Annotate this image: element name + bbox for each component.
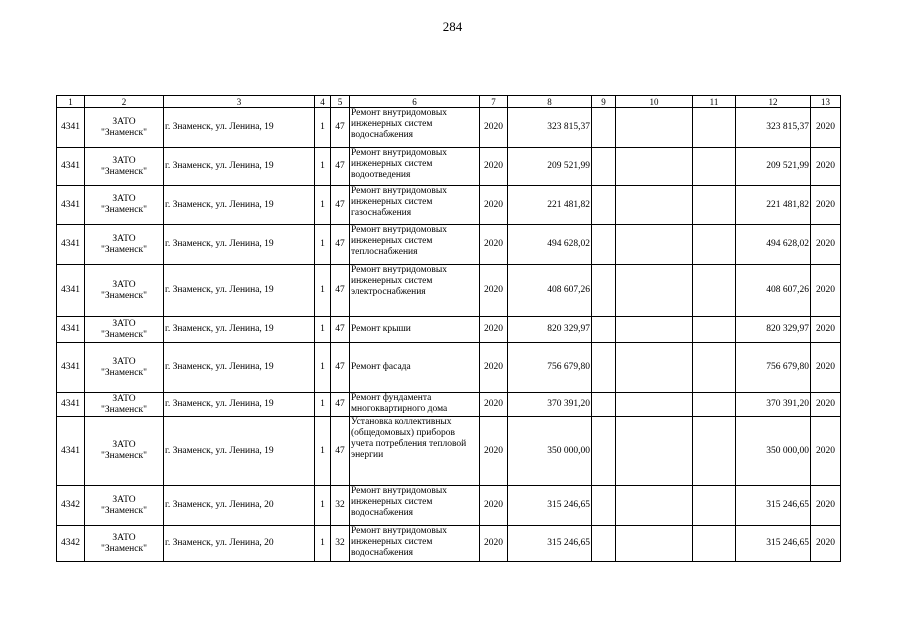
table-row [57, 186, 841, 225]
address-cell: г. Знаменск, ул. Ленина, 19 [164, 225, 315, 265]
column-4-cell: 1 [315, 317, 331, 343]
column-4-cell: 1 [315, 225, 331, 265]
column-11-cell [693, 393, 736, 417]
column-10-cell [616, 486, 693, 526]
table-body [57, 108, 841, 562]
amount-total-cell: 315 246,65 [736, 526, 811, 562]
amount-cell: 370 391,20 [508, 393, 592, 417]
municipality-line-2: "Знаменск" [101, 290, 147, 301]
column-11-cell [693, 343, 736, 393]
row-id-cell: 4341 [57, 343, 85, 393]
amount-total-cell: 209 521,99 [736, 148, 811, 186]
column-9-cell [592, 108, 616, 148]
column-4-cell: 1 [315, 265, 331, 317]
column-10-cell [616, 225, 693, 265]
column-header: 11 [693, 96, 736, 108]
municipality-line-1: ЗАТО [112, 116, 136, 127]
amount-cell: 323 815,37 [508, 108, 592, 148]
column-5-cell: 47 [331, 393, 350, 417]
column-4-cell: 1 [315, 417, 331, 486]
column-9-cell [592, 526, 616, 562]
amount-cell: 408 607,26 [508, 265, 592, 317]
table-row [57, 148, 841, 186]
row-id-cell: 4341 [57, 265, 85, 317]
column-header: 7 [480, 96, 508, 108]
municipality-line-2: "Знаменск" [101, 543, 147, 554]
municipality-line-2: "Знаменск" [101, 166, 147, 177]
work-type-cell: Ремонт внутридомовых инженерных систем водоснабжения [350, 526, 480, 562]
row-id-cell: 4341 [57, 148, 85, 186]
column-header: 1 [57, 96, 85, 108]
column-9-cell [592, 343, 616, 393]
municipality-line-1: ЗАТО [112, 356, 136, 367]
column-4-cell: 1 [315, 148, 331, 186]
amount-total-cell: 315 246,65 [736, 486, 811, 526]
column-10-cell [616, 317, 693, 343]
column-11-cell [693, 148, 736, 186]
work-type-cell: Ремонт внутридомовых инженерных систем водоснабжения [350, 486, 480, 526]
column-9-cell [592, 486, 616, 526]
table-row [57, 225, 841, 265]
column-header: 4 [315, 96, 331, 108]
column-5-cell: 47 [331, 148, 350, 186]
municipality-cell [85, 317, 164, 343]
column-5-cell: 47 [331, 265, 350, 317]
address-cell: г. Знаменск, ул. Ленина, 19 [164, 317, 315, 343]
page-number: 284 [442, 19, 463, 34]
municipality-cell [85, 186, 164, 225]
year-cell: 2020 [480, 417, 508, 486]
amount-cell: 315 246,65 [508, 486, 592, 526]
column-4-cell: 1 [315, 108, 331, 148]
table-row [57, 265, 841, 317]
municipality-line-1: ЗАТО [112, 318, 136, 329]
column-5-cell: 47 [331, 343, 350, 393]
address-cell: г. Знаменск, ул. Ленина, 19 [164, 186, 315, 225]
end-year-cell: 2020 [811, 343, 841, 393]
column-5-cell: 47 [331, 108, 350, 148]
address-cell: г. Знаменск, ул. Ленина, 19 [164, 393, 315, 417]
amount-cell: 820 329,97 [508, 317, 592, 343]
column-10-cell [616, 343, 693, 393]
column-5-cell: 47 [331, 417, 350, 486]
column-header: 8 [508, 96, 592, 108]
column-11-cell [693, 526, 736, 562]
table-row [57, 526, 841, 562]
work-type-cell: Ремонт внутридомовых инженерных систем электроснабжения [350, 265, 480, 317]
column-11-cell [693, 186, 736, 225]
amount-total-cell: 408 607,26 [736, 265, 811, 317]
end-year-cell: 2020 [811, 417, 841, 486]
end-year-cell: 2020 [811, 108, 841, 148]
municipality-line-2: "Знаменск" [101, 404, 147, 415]
municipality-line-1: ЗАТО [112, 194, 136, 204]
column-10-cell [616, 148, 693, 186]
municipality-cell [85, 265, 164, 317]
municipality-line-2: "Знаменск" [101, 329, 147, 340]
address-cell: г. Знаменск, ул. Ленина, 19 [164, 148, 315, 186]
column-10-cell [616, 526, 693, 562]
end-year-cell: 2020 [811, 393, 841, 417]
amount-total-cell: 756 679,80 [736, 343, 811, 393]
municipality-line-2: "Знаменск" [101, 367, 147, 378]
table-row [57, 486, 841, 526]
amount-total-cell: 323 815,37 [736, 108, 811, 148]
work-type-cell: Ремонт внутридомовых инженерных систем теплоснабжения [350, 225, 480, 265]
address-cell: г. Знаменск, ул. Ленина, 20 [164, 526, 315, 562]
municipality-line-2: "Знаменск" [101, 244, 147, 255]
table-row [57, 343, 841, 393]
municipality-cell [85, 486, 164, 526]
municipality-cell [85, 526, 164, 562]
column-5-cell: 47 [331, 317, 350, 343]
municipality-line-2: "Знаменск" [101, 505, 147, 516]
column-9-cell [592, 186, 616, 225]
column-header: 13 [811, 96, 841, 108]
table-row [57, 393, 841, 417]
work-type-cell: Ремонт фундамента многоквартирного дома [350, 393, 480, 417]
row-id-cell: 4342 [57, 486, 85, 526]
column-header: 10 [616, 96, 693, 108]
column-11-cell [693, 225, 736, 265]
end-year-cell: 2020 [811, 186, 841, 225]
municipality-line-1: ЗАТО [112, 494, 136, 505]
column-11-cell [693, 108, 736, 148]
table-row [57, 417, 841, 486]
amount-cell: 221 481,82 [508, 186, 592, 225]
column-10-cell [616, 186, 693, 225]
column-11-cell [693, 265, 736, 317]
municipality-cell [85, 225, 164, 265]
column-header: 2 [85, 96, 164, 108]
work-type-cell: Установка коллективных (общедомовых) приборов учета потребления тепловой энергии [350, 417, 480, 486]
end-year-cell: 2020 [811, 265, 841, 317]
municipality-line-1: ЗАТО [112, 155, 136, 166]
column-10-cell [616, 393, 693, 417]
amount-cell: 350 000,00 [508, 417, 592, 486]
row-id-cell: 4341 [57, 225, 85, 265]
column-9-cell [592, 393, 616, 417]
work-type-cell: Ремонт крыши [350, 317, 480, 343]
municipality-cell [85, 393, 164, 417]
year-cell: 2020 [480, 186, 508, 225]
amount-total-cell: 820 329,97 [736, 317, 811, 343]
address-cell: г. Знаменск, ул. Ленина, 19 [164, 417, 315, 486]
amount-cell: 315 246,65 [508, 526, 592, 562]
municipality-cell [85, 108, 164, 148]
year-cell: 2020 [480, 317, 508, 343]
column-header: 9 [592, 96, 616, 108]
amount-total-cell: 221 481,82 [736, 186, 811, 225]
municipality-cell [85, 148, 164, 186]
amount-total-cell: 370 391,20 [736, 393, 811, 417]
column-10-cell [616, 265, 693, 317]
municipality-line-2: "Знаменск" [101, 451, 147, 461]
column-5-cell: 32 [331, 526, 350, 562]
column-4-cell: 1 [315, 186, 331, 225]
work-type-cell: Ремонт внутридомовых инженерных систем водоснабжения [350, 108, 480, 148]
row-id-cell: 4341 [57, 417, 85, 486]
column-4-cell: 1 [315, 526, 331, 562]
end-year-cell: 2020 [811, 225, 841, 265]
amount-cell: 756 679,80 [508, 343, 592, 393]
column-header: 6 [350, 96, 480, 108]
column-4-cell: 1 [315, 343, 331, 393]
municipality-line-2: "Знаменск" [101, 127, 147, 138]
end-year-cell: 2020 [811, 486, 841, 526]
municipality-line-1: ЗАТО [112, 233, 136, 244]
municipality-cell [85, 417, 164, 486]
municipality-line-1: ЗАТО [112, 440, 136, 450]
table-row [57, 108, 841, 148]
municipality-line-2: "Знаменск" [101, 205, 147, 215]
year-cell: 2020 [480, 526, 508, 562]
column-5-cell: 47 [331, 186, 350, 225]
municipality-line-1: ЗАТО [112, 279, 136, 290]
column-11-cell [693, 486, 736, 526]
amount-cell: 209 521,99 [508, 148, 592, 186]
year-cell: 2020 [480, 225, 508, 265]
column-10-cell [616, 417, 693, 486]
end-year-cell: 2020 [811, 526, 841, 562]
column-9-cell [592, 148, 616, 186]
year-cell: 2020 [480, 343, 508, 393]
row-id-cell: 4341 [57, 108, 85, 148]
year-cell: 2020 [480, 265, 508, 317]
work-type-cell: Ремонт фасада [350, 343, 480, 393]
amount-total-cell: 350 000,00 [736, 417, 811, 486]
data-table [56, 95, 841, 562]
column-9-cell [592, 265, 616, 317]
column-9-cell [592, 317, 616, 343]
table-row [57, 317, 841, 343]
address-cell: г. Знаменск, ул. Ленина, 20 [164, 486, 315, 526]
column-11-cell [693, 417, 736, 486]
end-year-cell: 2020 [811, 317, 841, 343]
column-9-cell [592, 417, 616, 486]
row-id-cell: 4341 [57, 393, 85, 417]
work-type-cell: Ремонт внутридомовых инженерных систем газоснабжения [350, 186, 480, 225]
municipality-line-1: ЗАТО [112, 532, 136, 543]
amount-cell: 494 628,02 [508, 225, 592, 265]
work-type-cell: Ремонт внутридомовых инженерных систем водоотведения [350, 148, 480, 186]
year-cell: 2020 [480, 108, 508, 148]
year-cell: 2020 [480, 148, 508, 186]
column-11-cell [693, 317, 736, 343]
end-year-cell: 2020 [811, 148, 841, 186]
municipality-line-1: ЗАТО [112, 393, 136, 404]
column-4-cell: 1 [315, 486, 331, 526]
address-cell: г. Знаменск, ул. Ленина, 19 [164, 343, 315, 393]
column-9-cell [592, 225, 616, 265]
column-header: 3 [164, 96, 315, 108]
year-cell: 2020 [480, 486, 508, 526]
year-cell: 2020 [480, 393, 508, 417]
header-row [57, 96, 841, 108]
column-5-cell: 32 [331, 486, 350, 526]
column-header: 12 [736, 96, 811, 108]
municipality-cell [85, 343, 164, 393]
address-cell: г. Знаменск, ул. Ленина, 19 [164, 265, 315, 317]
row-id-cell: 4341 [57, 317, 85, 343]
amount-total-cell: 494 628,02 [736, 225, 811, 265]
column-header: 5 [331, 96, 350, 108]
row-id-cell: 4341 [57, 186, 85, 225]
row-id-cell: 4342 [57, 526, 85, 562]
column-10-cell [616, 108, 693, 148]
column-5-cell: 47 [331, 225, 350, 265]
column-4-cell: 1 [315, 393, 331, 417]
address-cell: г. Знаменск, ул. Ленина, 19 [164, 108, 315, 148]
